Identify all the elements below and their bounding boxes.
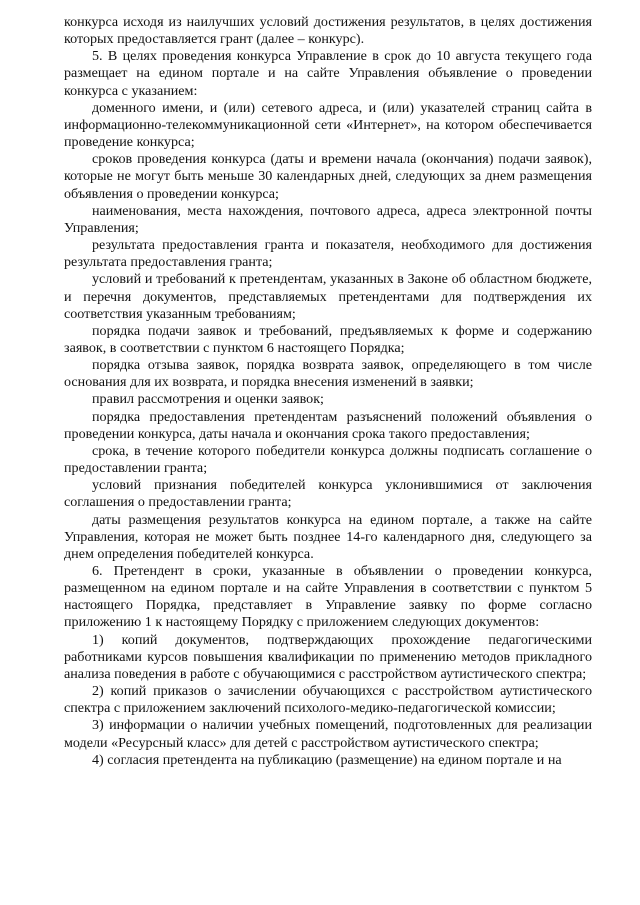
list-item-signing-term: срока, в течение которого победители конкурса должны подписать соглашение о предоставлении гранта; bbox=[64, 442, 592, 477]
list-item-domain: доменного имени, и (или) сетевого адреса, и (или) указателей страниц сайта в информационно-телекоммуникационной сети «Интернет», на котором обеспечивается проведение конкурса; bbox=[64, 99, 592, 151]
list-item-evaluation: правил рассмотрения и оценки заявок; bbox=[92, 391, 324, 408]
numbered-item-2: 2) копий приказов о зачислении обучающихся с расстройством аутистического спектра с приложением заключений психолого-медико-педагогической комиссии; bbox=[64, 683, 592, 717]
list-item-evasion: условий признания победителей конкурса уклонившимися от заключения соглашения о предоставлении гранта; bbox=[64, 477, 592, 511]
paragraph: конкурса исходя из наилучших условий достижения результатов, в целях достижения которых предоставляется грант (далее – конкурс). bbox=[64, 14, 592, 48]
list-item-requirements: условий и требований к претендентам, указанных в Законе об областном бюджете, и перечня документов, представляемых претендентами для подтверждения их соответствия указанным требованиям; bbox=[64, 271, 592, 322]
list-item-results-date: даты размещения результатов конкурса на едином портале, а также на сайте Управления, которая не может быть позднее 14-го календарного дня, следующего за днем определения победителей конкурса. bbox=[64, 511, 592, 562]
section-5-paragraph: 5. В целях проведения конкурса Управление в срок до 10 августа текущего года размещает на едином портале и на сайте Управления объявление о проведении конкурса с указанием: bbox=[64, 48, 592, 99]
section-6-paragraph: 6. Претендент в сроки, указанные в объявлении о проведении конкурса, размещенном на едином портале и на сайте Управления в соответствии с пунктом 5 настоящего Порядка, представляет в Управление заявку по форме согласно приложению 1 к настоящему Порядку с приложением следующих документов: bbox=[64, 563, 592, 631]
document-page bbox=[64, 14, 592, 769]
list-item-clarifications: порядка предоставления претендентам разъяснений положений объявления о проведении конкурса, даты начала и окончания срока такого предоставления; bbox=[64, 408, 592, 442]
numbered-item-3: 3) информации о наличии учебных помещений, подготовленных для реализации модели «Ресурсный класс» для детей с расстройством аутистического спектра; bbox=[64, 717, 592, 751]
numbered-item-1: 1) копий документов, подтверждающих прохождение педагогическими работниками курсов повышения квалификации по применению методов прикладного анализа поведения в работе с обучающимися с расстройством аутистического спектра; bbox=[64, 631, 592, 682]
list-item-submission: порядка подачи заявок и требований, предъявляемых к форме и содержанию заявок, в соответствии с пунктом 6 настоящего Порядка; bbox=[64, 322, 592, 356]
list-item-name-address: наименования, места нахождения, почтового адреса, адреса электронной почты Управления; bbox=[64, 202, 592, 236]
list-item-result: результата предоставления гранта и показателя, необходимого для достижения результата предоставления гранта; bbox=[64, 237, 592, 271]
list-item-deadlines: сроков проведения конкурса (даты и времени начала (окончания) подачи заявок), которые не могут быть меньше 30 календарных дней, следующих за днем размещения объявления о проведении конкурса; bbox=[64, 151, 592, 202]
list-item-withdrawal: порядка отзыва заявок, порядка возврата заявок, определяющего в том числе основания для их возврата, и порядка внесения изменений в заявки; bbox=[64, 357, 592, 391]
numbered-item-4: 4) согласия претендента на публикацию (размещение) на едином портале и на bbox=[92, 751, 562, 768]
